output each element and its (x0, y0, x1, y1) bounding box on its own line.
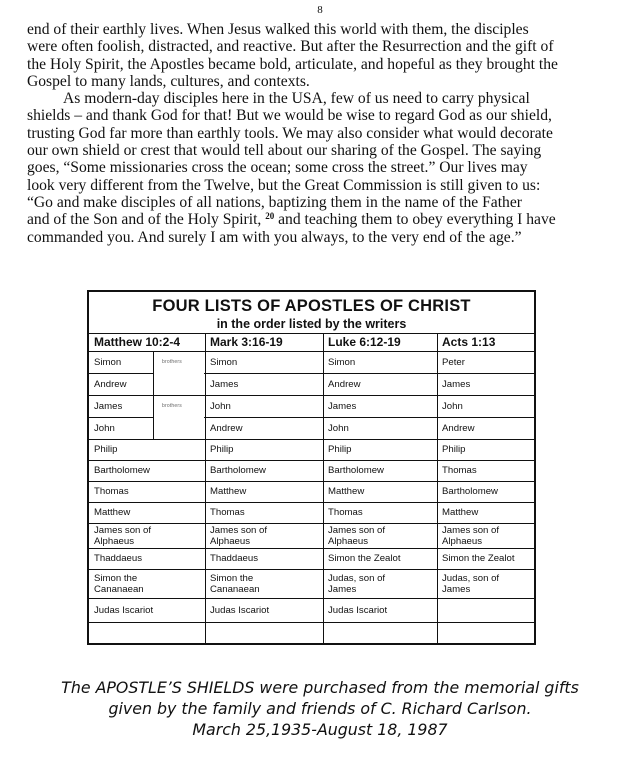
cell-text: James son of (94, 525, 152, 536)
text-line: “Go and make disciples of all nations, baptizing them in the name of the Father (27, 193, 522, 211)
brothers-group-mask (154, 416, 204, 419)
caption-line: The APOSTLE’S SHIELDS were purchased from the memorial gifts (61, 678, 579, 697)
table-cell (210, 508, 245, 519)
text-line: goes, “Some missionaries cross the ocean; some cross the street.” Our lives may (27, 159, 528, 177)
row-divider (89, 569, 534, 570)
table-cell (210, 445, 233, 456)
table-cell (328, 554, 401, 565)
text-line: Gospel to many lands, cultures, and contexts. (27, 72, 310, 90)
header-divider (89, 333, 534, 334)
table-cell (210, 487, 246, 498)
table-cell (442, 402, 463, 413)
table-title: FOUR LISTS OF APOSTLES OF CHRIST (152, 297, 471, 315)
table-cell (94, 554, 142, 565)
row-divider (89, 523, 534, 524)
cell-text: Bartholomew (328, 465, 384, 477)
cell-text: Cananaean (210, 583, 260, 595)
text-line (27, 211, 617, 228)
column-header: Acts 1:13 (442, 335, 496, 349)
table-cell (328, 402, 356, 413)
text-line: commanded you. And surely I am with you always, to the very end of the age.” (27, 228, 522, 246)
cell-text: James son of (442, 525, 500, 536)
cell-text: Simon (210, 356, 238, 368)
text-line: trusting God far more than earthly tools. We may also consider what would decorate (27, 124, 553, 142)
brothers-vertical-line (153, 351, 154, 439)
cell-text: Andrew (442, 422, 475, 434)
table-cell (442, 380, 470, 391)
cell-text: James (442, 378, 471, 390)
table-cell (328, 358, 355, 369)
cell-text: John (94, 422, 115, 434)
table-cell (94, 574, 144, 595)
table-cell (328, 380, 361, 391)
cell-text: Simon the Zealot (328, 553, 401, 565)
row-divider (89, 481, 534, 482)
table-cell (94, 466, 150, 477)
table-cell (442, 466, 477, 477)
table-cell (442, 358, 465, 369)
cell-text: Judas, son of (328, 573, 386, 584)
column-header: Matthew 10:2-4 (94, 335, 181, 349)
cell-text: James (94, 400, 123, 412)
body-text (27, 21, 617, 246)
cell-text: Alphaeus (94, 535, 135, 547)
cell-text: John (210, 400, 231, 412)
row-divider (89, 502, 534, 503)
table-cell (442, 526, 499, 547)
table-cell (442, 487, 498, 498)
cell-text: Simon (94, 356, 122, 368)
table-cell (94, 380, 127, 391)
cell-text: James (210, 378, 239, 390)
cell-text: John (442, 400, 463, 412)
table-cell (94, 487, 129, 498)
paragraph-2 (27, 90, 617, 246)
text-line: the Holy Spirit, the Apostles became bold, articulate, and hopeful as they brought the (27, 55, 558, 73)
column-header: Mark 3:16-19 (210, 335, 283, 349)
text-line: shields – and thank God for that! But we would be wise to regard God as our shield, (27, 107, 552, 125)
table-cell (94, 402, 122, 413)
row-divider (89, 622, 534, 623)
table-cell (442, 508, 478, 519)
table-cell (94, 508, 130, 519)
memorial-caption (0, 677, 640, 740)
table-cell (328, 574, 385, 595)
cell-text: Andrew (210, 422, 243, 434)
table-cell (442, 424, 475, 435)
cell-text: Alphaeus (328, 535, 369, 547)
cell-text: Bartholomew (94, 465, 150, 477)
table-cell (210, 424, 243, 435)
table-cell (210, 402, 231, 413)
table-cell (328, 606, 387, 617)
table-cell (94, 445, 117, 456)
brothers-group-mask (154, 372, 204, 375)
brothers-note: brothers (162, 359, 182, 365)
verse-number: 20 (265, 211, 275, 222)
table-cell (328, 508, 363, 519)
text-line: end of their earthly lives. When Jesus walked this world with them, the disciples (27, 21, 529, 38)
row-divider (89, 548, 534, 549)
table-cell (328, 466, 384, 477)
table-cell (94, 526, 151, 547)
column-header: Luke 6:12-19 (328, 335, 401, 349)
table-cell (210, 554, 258, 565)
cell-text: James (442, 583, 471, 595)
caption-line: March 25,1935-August 18, 1987 (192, 720, 448, 739)
paragraph-1 (27, 21, 617, 90)
column-divider (323, 333, 324, 643)
column-divider (205, 333, 206, 643)
table-subtitle: in the order listed by the writers (216, 317, 407, 331)
table-cell (328, 526, 385, 547)
table-cell (210, 466, 266, 477)
text-line: As modern-day disciples here in the USA, few of us need to carry physical (63, 90, 530, 108)
table-cell (94, 424, 115, 435)
cell-text: Thaddaeus (210, 553, 259, 565)
table-cell (328, 424, 349, 435)
cell-text: Simon the (210, 573, 254, 584)
cell-text: Matthew (442, 507, 479, 519)
table-cell (210, 380, 238, 391)
table-cell (328, 445, 351, 456)
cell-text: Philip (442, 444, 466, 456)
cell-text: John (328, 422, 349, 434)
text-line: were often foolish, distracted, and reactive. But after the Resurrection and the gift of (27, 38, 554, 56)
table-cell (210, 526, 267, 547)
cell-text: James son of (328, 525, 386, 536)
cell-text: Thaddaeus (94, 553, 143, 565)
cell-text: Philip (328, 444, 352, 456)
cell-text: Andrew (328, 378, 361, 390)
row-divider (89, 598, 534, 599)
cell-text: Alphaeus (442, 535, 483, 547)
page-number: 8 (317, 4, 323, 16)
cell-text: Judas Iscariot (328, 604, 388, 616)
text-segment: and of the Son and of the Holy Spirit, (27, 211, 266, 229)
cell-text: Simon the (94, 573, 138, 584)
row-divider (89, 395, 534, 396)
row-divider (89, 351, 534, 352)
cell-text: Thomas (442, 465, 477, 477)
table-cell (210, 574, 260, 595)
cell-text: Judas Iscariot (210, 604, 270, 616)
table-cell (210, 358, 237, 369)
cell-text: Simon (328, 356, 356, 368)
table-cell (442, 574, 499, 595)
cell-text: Judas, son of (442, 573, 500, 584)
cell-text: Thomas (328, 507, 363, 519)
cell-text: Matthew (328, 486, 365, 498)
row-divider (89, 439, 534, 440)
cell-text: Bartholomew (442, 486, 498, 498)
table-cell (94, 358, 121, 369)
cell-text: Bartholomew (210, 465, 266, 477)
cell-text: Matthew (210, 486, 247, 498)
cell-text: Matthew (94, 507, 131, 519)
apostles-table (87, 290, 536, 645)
text-line: look very different from the Twelve, but the Great Commission is still given to us: (27, 176, 541, 194)
cell-text: James (328, 400, 357, 412)
cell-text: Alphaeus (210, 535, 251, 547)
cell-text: Simon the Zealot (442, 553, 515, 565)
brothers-note: brothers (162, 403, 182, 409)
cell-text: Thomas (94, 486, 129, 498)
cell-text: James son of (210, 525, 268, 536)
cell-text: Thomas (210, 507, 245, 519)
table-cell (442, 554, 515, 565)
cell-text: Judas Iscariot (94, 604, 154, 616)
table-cell (210, 606, 269, 617)
cell-text: Cananaean (94, 583, 144, 595)
cell-text: Peter (442, 356, 465, 368)
text-line: our own shield or crest that would tell about our sharing of the Gospel. The saying (27, 142, 542, 160)
table-cell (328, 487, 364, 498)
cell-text: James (328, 583, 357, 595)
cell-text: Philip (210, 444, 234, 456)
cell-text: Philip (94, 444, 118, 456)
caption-line: given by the family and friends of C. Richard Carlson. (108, 699, 532, 718)
row-divider (89, 460, 534, 461)
column-divider (437, 333, 438, 643)
cell-text: Andrew (94, 378, 127, 390)
table-cell (94, 606, 153, 617)
text-segment: and teaching them to obey everything I have (274, 211, 556, 229)
table-cell (442, 445, 465, 456)
